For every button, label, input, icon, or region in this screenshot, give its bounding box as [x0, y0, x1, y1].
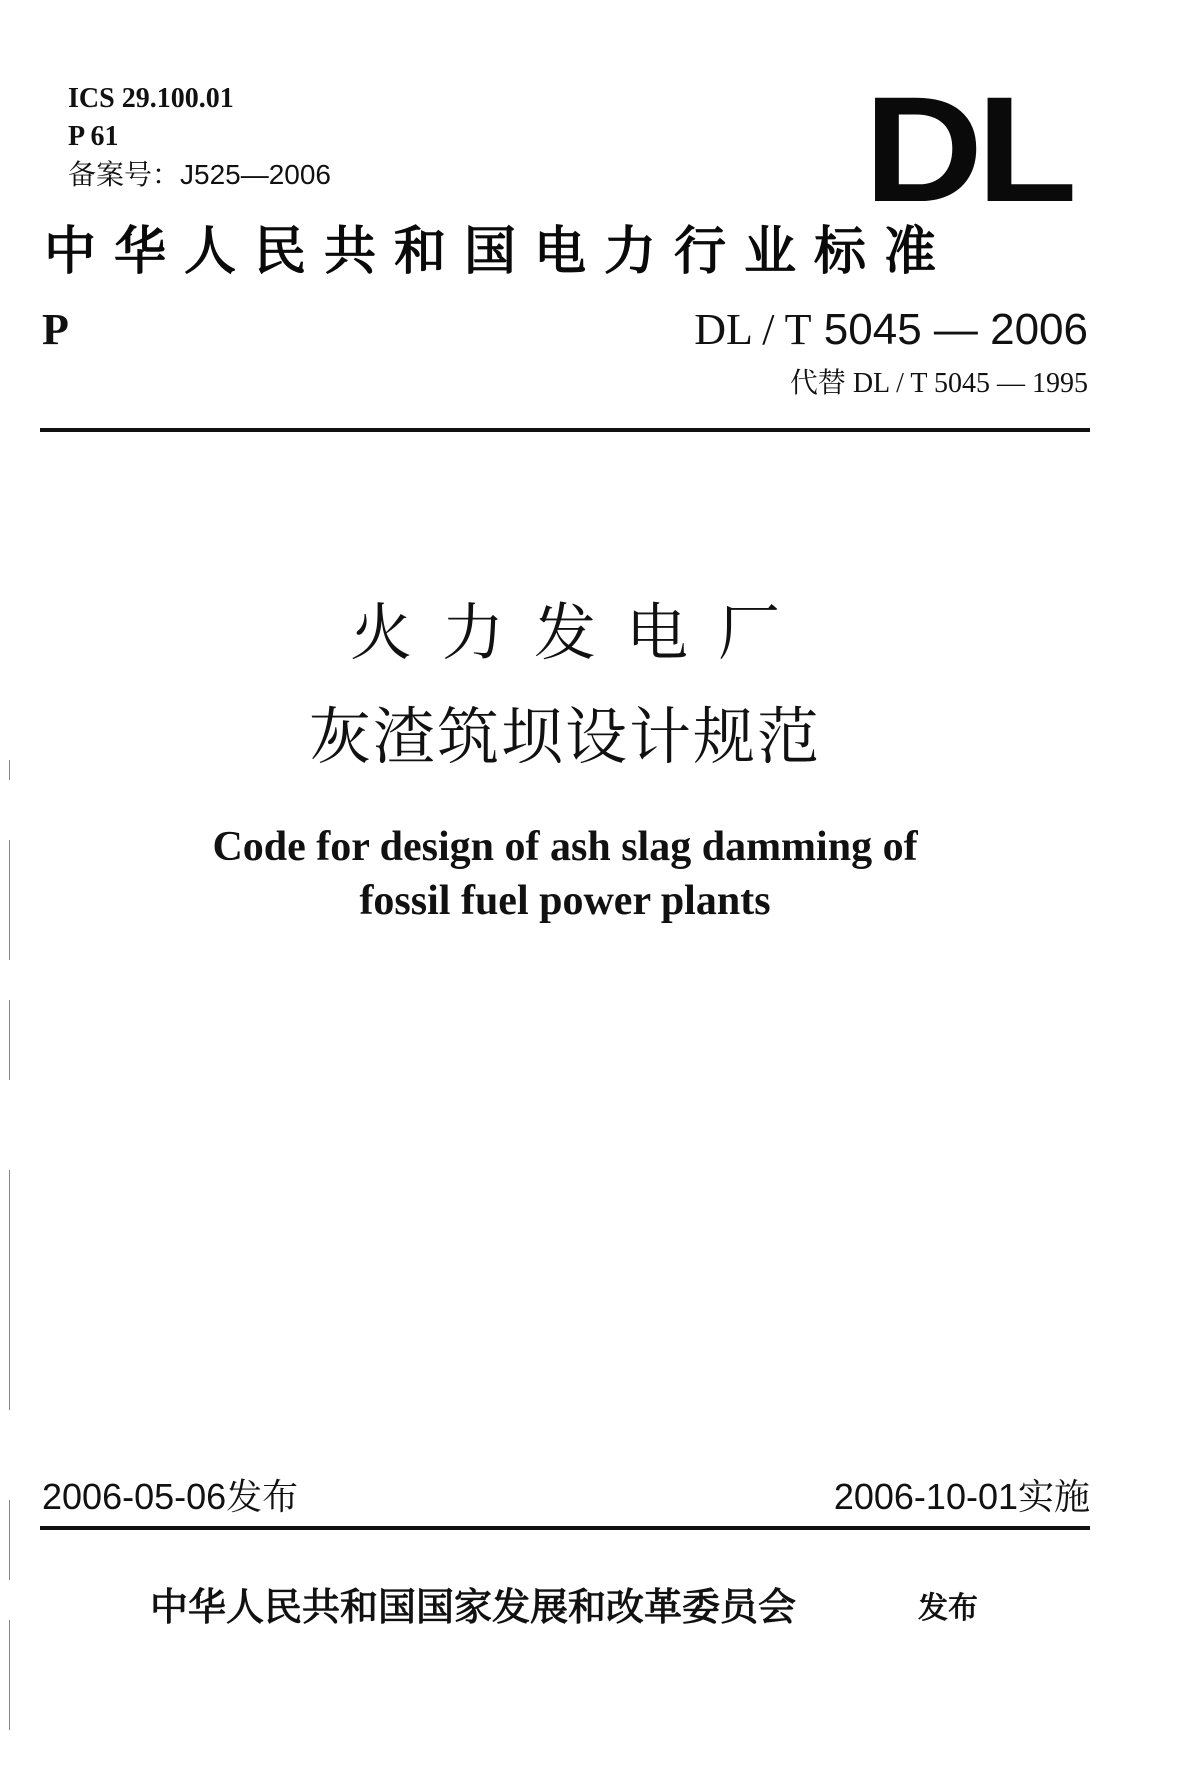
- industry-standard-title: 中华人民共和国电力行业标准: [44, 221, 955, 282]
- scan-artifact: [9, 840, 10, 960]
- standard-number: [694, 306, 1088, 354]
- classification-code: P 61: [68, 121, 119, 152]
- category-letter: P: [42, 305, 69, 354]
- publisher-name: 中华人民共和国国家发展和改革委员会: [150, 1584, 797, 1629]
- dl-logo: DL: [864, 65, 1071, 233]
- scan-artifact: [9, 1000, 10, 1080]
- record-number: 备案号：J525—2006: [68, 159, 332, 190]
- scan-artifact: [9, 760, 10, 780]
- standard-number-value: 5045 — 2006: [823, 305, 1088, 354]
- english-title-line-1: Code for design of ash slag damming of: [212, 824, 918, 870]
- replaces-standard: 代替 DL / T 5045 — 1995: [789, 368, 1088, 399]
- publisher-suffix: 发布: [918, 1591, 978, 1626]
- issue-date: 2006-05-06发布: [42, 1476, 299, 1517]
- bottom-divider: [40, 1526, 1090, 1530]
- scan-artifact: [9, 1170, 10, 1410]
- standard-number-prefix: DL / T: [694, 305, 812, 354]
- english-title-line-2: fossil fuel power plants: [359, 878, 771, 924]
- classification-block: [68, 80, 331, 194]
- chinese-title-line-2: 灰渣筑坝设计规范: [308, 700, 821, 773]
- scan-artifact: [9, 1620, 10, 1730]
- implementation-date: 2006-10-01实施: [833, 1476, 1090, 1517]
- ics-code: ICS 29.100.01: [68, 83, 234, 114]
- scan-artifact: [9, 1500, 10, 1580]
- top-divider: [40, 428, 1090, 432]
- chinese-title-line-1: 火力发电厂: [349, 596, 810, 669]
